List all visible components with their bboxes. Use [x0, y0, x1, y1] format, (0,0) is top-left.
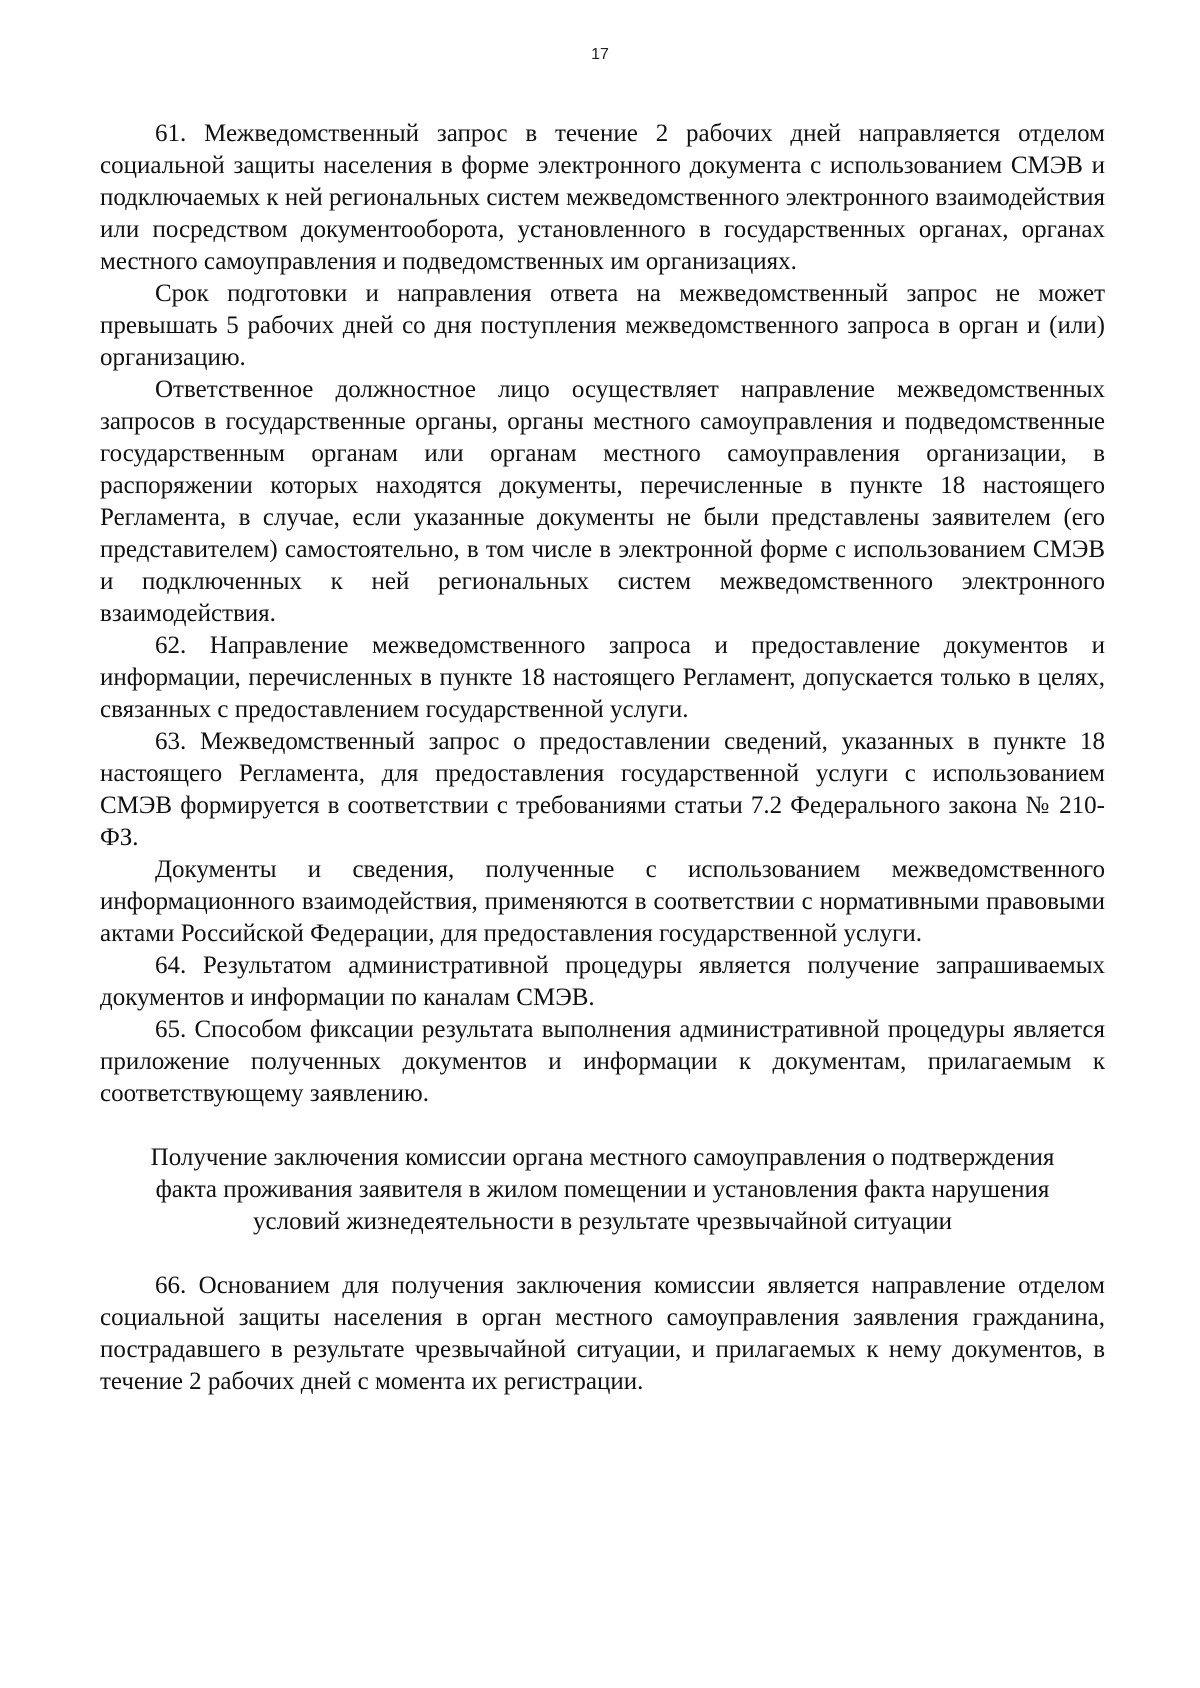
paragraph-response-deadline: Срок подготовки и направления ответа на межведомственный запрос не может превышать 5 рабочих дней со дня поступления межведомственного запроса в орган и (или) организацию.: [100, 280, 1105, 371]
paragraph-64: 64. Результатом административной процедуры является получение запрашиваемых документов и информации по каналам СМЭВ.: [100, 952, 1105, 1011]
paragraph-62: 62. Направление межведомственного запроса и предоставление документов и информации, перечисленных в пункте 18 настоящего Регламент, допускается только в целях, связанных с предоставлением государственной услуги.: [100, 632, 1105, 723]
paragraph-65: 65. Способом фиксации результата выполнения административной процедуры является приложение полученных документов и информации к документам, прилагаемым к соответствующему заявлению.: [100, 1016, 1105, 1107]
paragraph-documents-info: Документы и сведения, полученные с использованием межведомственного информационного взаимодействия, применяются в соответствии с нормативными правовыми актами Российской Федерации, для предоставления государственной услуги.: [100, 856, 1105, 947]
section-heading: Получение заключения комиссии органа местного самоуправления о подтверждения факта проживания заявителя в жилом помещении и установления факта нарушения условий жизнедеятельности в результате чрезвычайной ситуации: [150, 1144, 1055, 1235]
paragraph-61: 61. Межведомственный запрос в течение 2 рабочих дней направляется отделом социальной защиты населения в форме электронного документа с использованием СМЭВ и подключаемых к ней региональных систем межведомственного электронного взаимодействия или посредством документооборота, установленного в государственных органах, органах местного самоуправления и подведомственных им организациях.: [100, 120, 1105, 275]
paragraph-66: 66. Основанием для получения заключения комиссии является направление отделом социальной защиты населения в орган местного самоуправления заявления гражданина, пострадавшего в результате чрезвычайной ситуации, и прилагаемых к нему документов, в течение 2 рабочих дней с момента их регистрации.: [100, 1272, 1105, 1395]
page-number: 17: [591, 46, 609, 63]
paragraph-responsible-official: Ответственное должностное лицо осуществляет направление межведомственных запросов в государственные органы, органы местного самоуправления и подведомственные государственным органам или органам местного самоуправления организации, в распоряжении которых находятся документы, перечисленные в пункте 18 настоящего Регламента, в случае, если указанные документы не были представлены заявителем (его представителем) самостоятельно, в том числе в электронной форме с использованием СМЭВ и подключенных к ней региональных систем межведомственного электронного взаимодействия.: [100, 376, 1105, 627]
document-body: [100, 118, 1105, 1398]
paragraph-63: 63. Межведомственный запрос о предоставлении сведений, указанных в пункте 18 настоящего Регламента, для предоставления государственной услуги с использованием СМЭВ формируется в соответствии с требованиями статьи 7.2 Федерального закона № 210-ФЗ.: [100, 728, 1105, 851]
